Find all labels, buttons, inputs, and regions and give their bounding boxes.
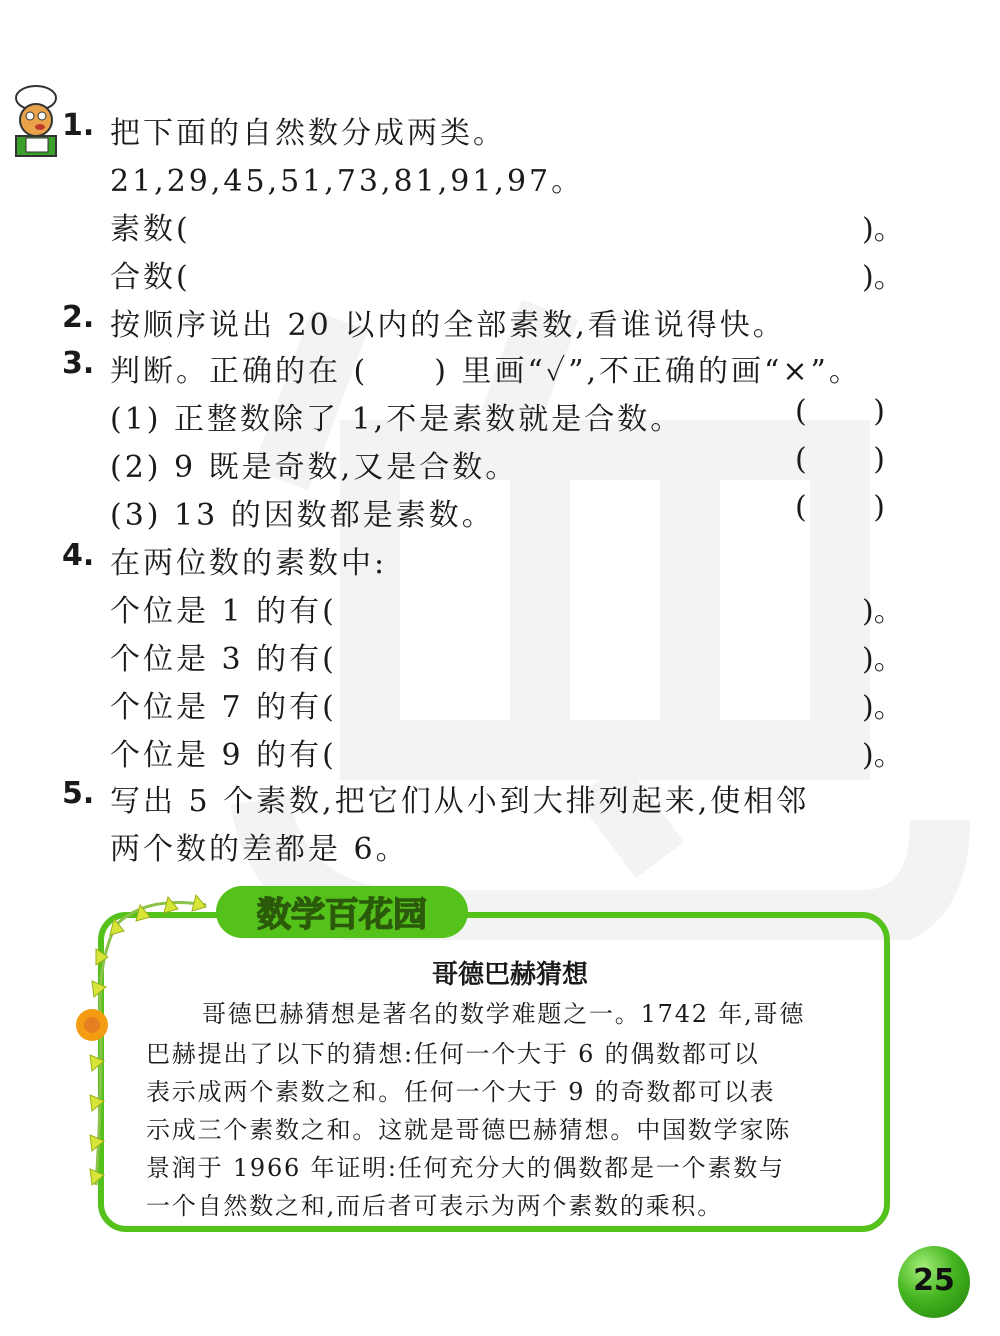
garden-line-1: 哥德巴赫猜想是著名的数学难题之一。1742 年,哥德 — [202, 1000, 806, 1028]
garden-line-6: 一个自然数之和,而后者可表示为两个素数的乘积。 — [146, 1192, 724, 1220]
judge-answer-3[interactable] — [795, 490, 885, 525]
question-5-number: 5. — [62, 776, 95, 811]
math-garden-logo — [212, 880, 472, 944]
digit-1-label: 个位是 1 的有( — [110, 594, 337, 629]
garden-line-3: 表示成两个素数之和。任何一个大于 9 的奇数都可以表 — [146, 1078, 776, 1106]
digit-3-label: 个位是 3 的有( — [110, 642, 337, 677]
judge-item-2: (2) 9 既是奇数,又是合数。 — [110, 450, 519, 485]
judge-answer-1[interactable] — [795, 394, 885, 429]
mascot-icon — [6, 82, 64, 160]
digit-3-close: )。 — [862, 642, 904, 677]
garden-line-4: 示成三个素数之和。这就是哥德巴赫猜想。中国数学家陈 — [146, 1116, 791, 1144]
question-2-number: 2. — [62, 300, 95, 335]
question-3-text: 判断。正确的在 ( ) 里画“✓”,不正确的画“×”。 — [110, 354, 862, 389]
judge-item-3: (3) 13 的因数都是素数。 — [110, 498, 495, 533]
question-5-line-2: 两个数的差都是 6。 — [110, 832, 409, 867]
judge-answer-2[interactable] — [795, 442, 885, 477]
math-garden-logo-text: 数学百花园 — [257, 895, 427, 935]
digit-7-close: )。 — [862, 690, 904, 725]
judge-item-1: (1) 正整数除了 1,不是素数就是合数。 — [110, 402, 684, 437]
garden-line-5: 景润于 1966 年证明:任何充分大的偶数都是一个素数与 — [146, 1154, 785, 1182]
composite-label: 合数( — [110, 260, 191, 295]
question-2-text: 按顺序说出 20 以内的全部素数,看谁说得快。 — [110, 308, 786, 343]
judge-close: ) — [873, 394, 885, 429]
garden-line-2: 巴赫提出了以下的猜想:任何一个大于 6 的偶数都可以 — [146, 1040, 760, 1068]
judge-close: ) — [873, 442, 885, 477]
judge-open: ( — [795, 490, 807, 525]
prime-label: 素数( — [110, 212, 191, 247]
digit-1-close: )。 — [862, 594, 904, 629]
garden-title: 哥德巴赫猜想 — [431, 960, 588, 990]
question-1-text: 把下面的自然数分成两类。 — [110, 116, 506, 151]
question-1-numbers: 21,29,45,51,73,81,91,97。 — [110, 164, 585, 199]
question-1-number: 1. — [62, 108, 95, 143]
question-4-text: 在两位数的素数中: — [110, 546, 388, 581]
page-number-badge — [898, 1246, 970, 1318]
prime-close: )。 — [862, 212, 904, 247]
digit-9-close: )。 — [862, 738, 904, 773]
composite-close: )。 — [862, 260, 904, 295]
judge-open: ( — [795, 442, 807, 477]
digit-7-label: 个位是 7 的有( — [110, 690, 337, 725]
question-3-number: 3. — [62, 346, 95, 381]
digit-9-label: 个位是 9 的有( — [110, 738, 337, 773]
question-4-number: 4. — [62, 538, 95, 573]
page-number: 25 — [913, 1263, 955, 1298]
judge-close: ) — [873, 490, 885, 525]
judge-open: ( — [795, 394, 807, 429]
question-5-line-1: 写出 5 个素数,把它们从小到大排列起来,使相邻 — [110, 784, 810, 819]
